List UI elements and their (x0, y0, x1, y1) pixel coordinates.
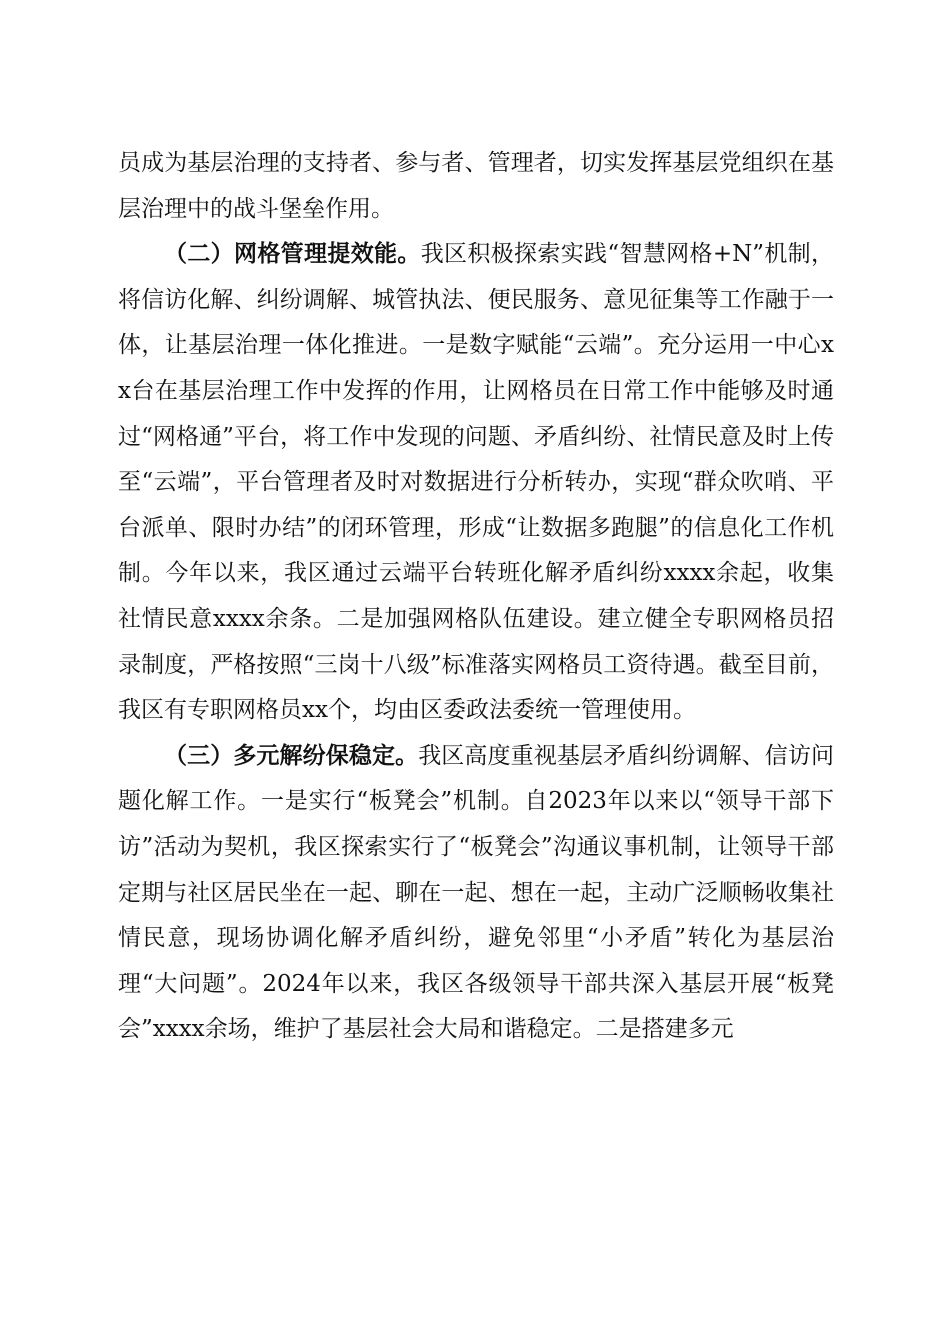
paragraph-text: 我区积极探索实践“智慧网格+N”机制，将信访化解、纠纷调解、城管执法、便民服务、意见征集等工作融于一体，让基层治理一体化推进。一是数字赋能“云端”。充分运用一中心xx台在基层治理工作中发挥的作用，让网格员在日常工作中能够及时通过“网格通”平台，将工作中发现的问题、矛盾纠纷、社情民意及时上传至“云端”，平台管理者及时对数据进行分析转办，实现“群众吹哨、平台派单、限时办结”的闭环管理，形成“让数据多跑腿”的信息化工作机制。今年以来，我区通过云端平台转班化解矛盾纠纷xxxx余起，收集社情民意xxxx余条。二是加强网格队伍建设。建立健全专职网格员招录制度，严格按照“三岗十八级”标准落实网格员工资待遇。截至目前，我区有专职网格员xx个，均由区委政法委统一管理使用。 (118, 241, 834, 724)
document-body (118, 141, 834, 1053)
paragraph-text: 我区高度重视基层矛盾纠纷调解、信访问题化解工作。一是实行“板凳会”机制。自2023年以来以“领导干部下访”活动为契机，我区探索实行了“板凳会”沟通议事机制，让领导干部定期与社区居民坐在一起、聊在一起、想在一起，主动广泛顺畅收集社情民意，现场协调化解矛盾纠纷，避免邻里“小矛盾”转化为基层治理“大问题”。2024年以来，我区各级领导干部共深入基层开展“板凳会”xxxx余场，维护了基层社会大局和谐稳定。二是搭建多元 (118, 742, 835, 1043)
paragraph-dispute-resolution (118, 734, 834, 1053)
paragraph-continuation (118, 141, 834, 232)
paragraph-text: 员成为基层治理的支持者、参与者、管理者，切实发挥基层党组织在基层治理中的战斗堡垒作用。 (118, 150, 834, 222)
paragraph-grid-management (118, 232, 834, 734)
section-heading-2: （二）网格管理提效能。 (164, 241, 421, 268)
section-heading-3: （三）多元解纷保稳定。 (164, 742, 419, 769)
